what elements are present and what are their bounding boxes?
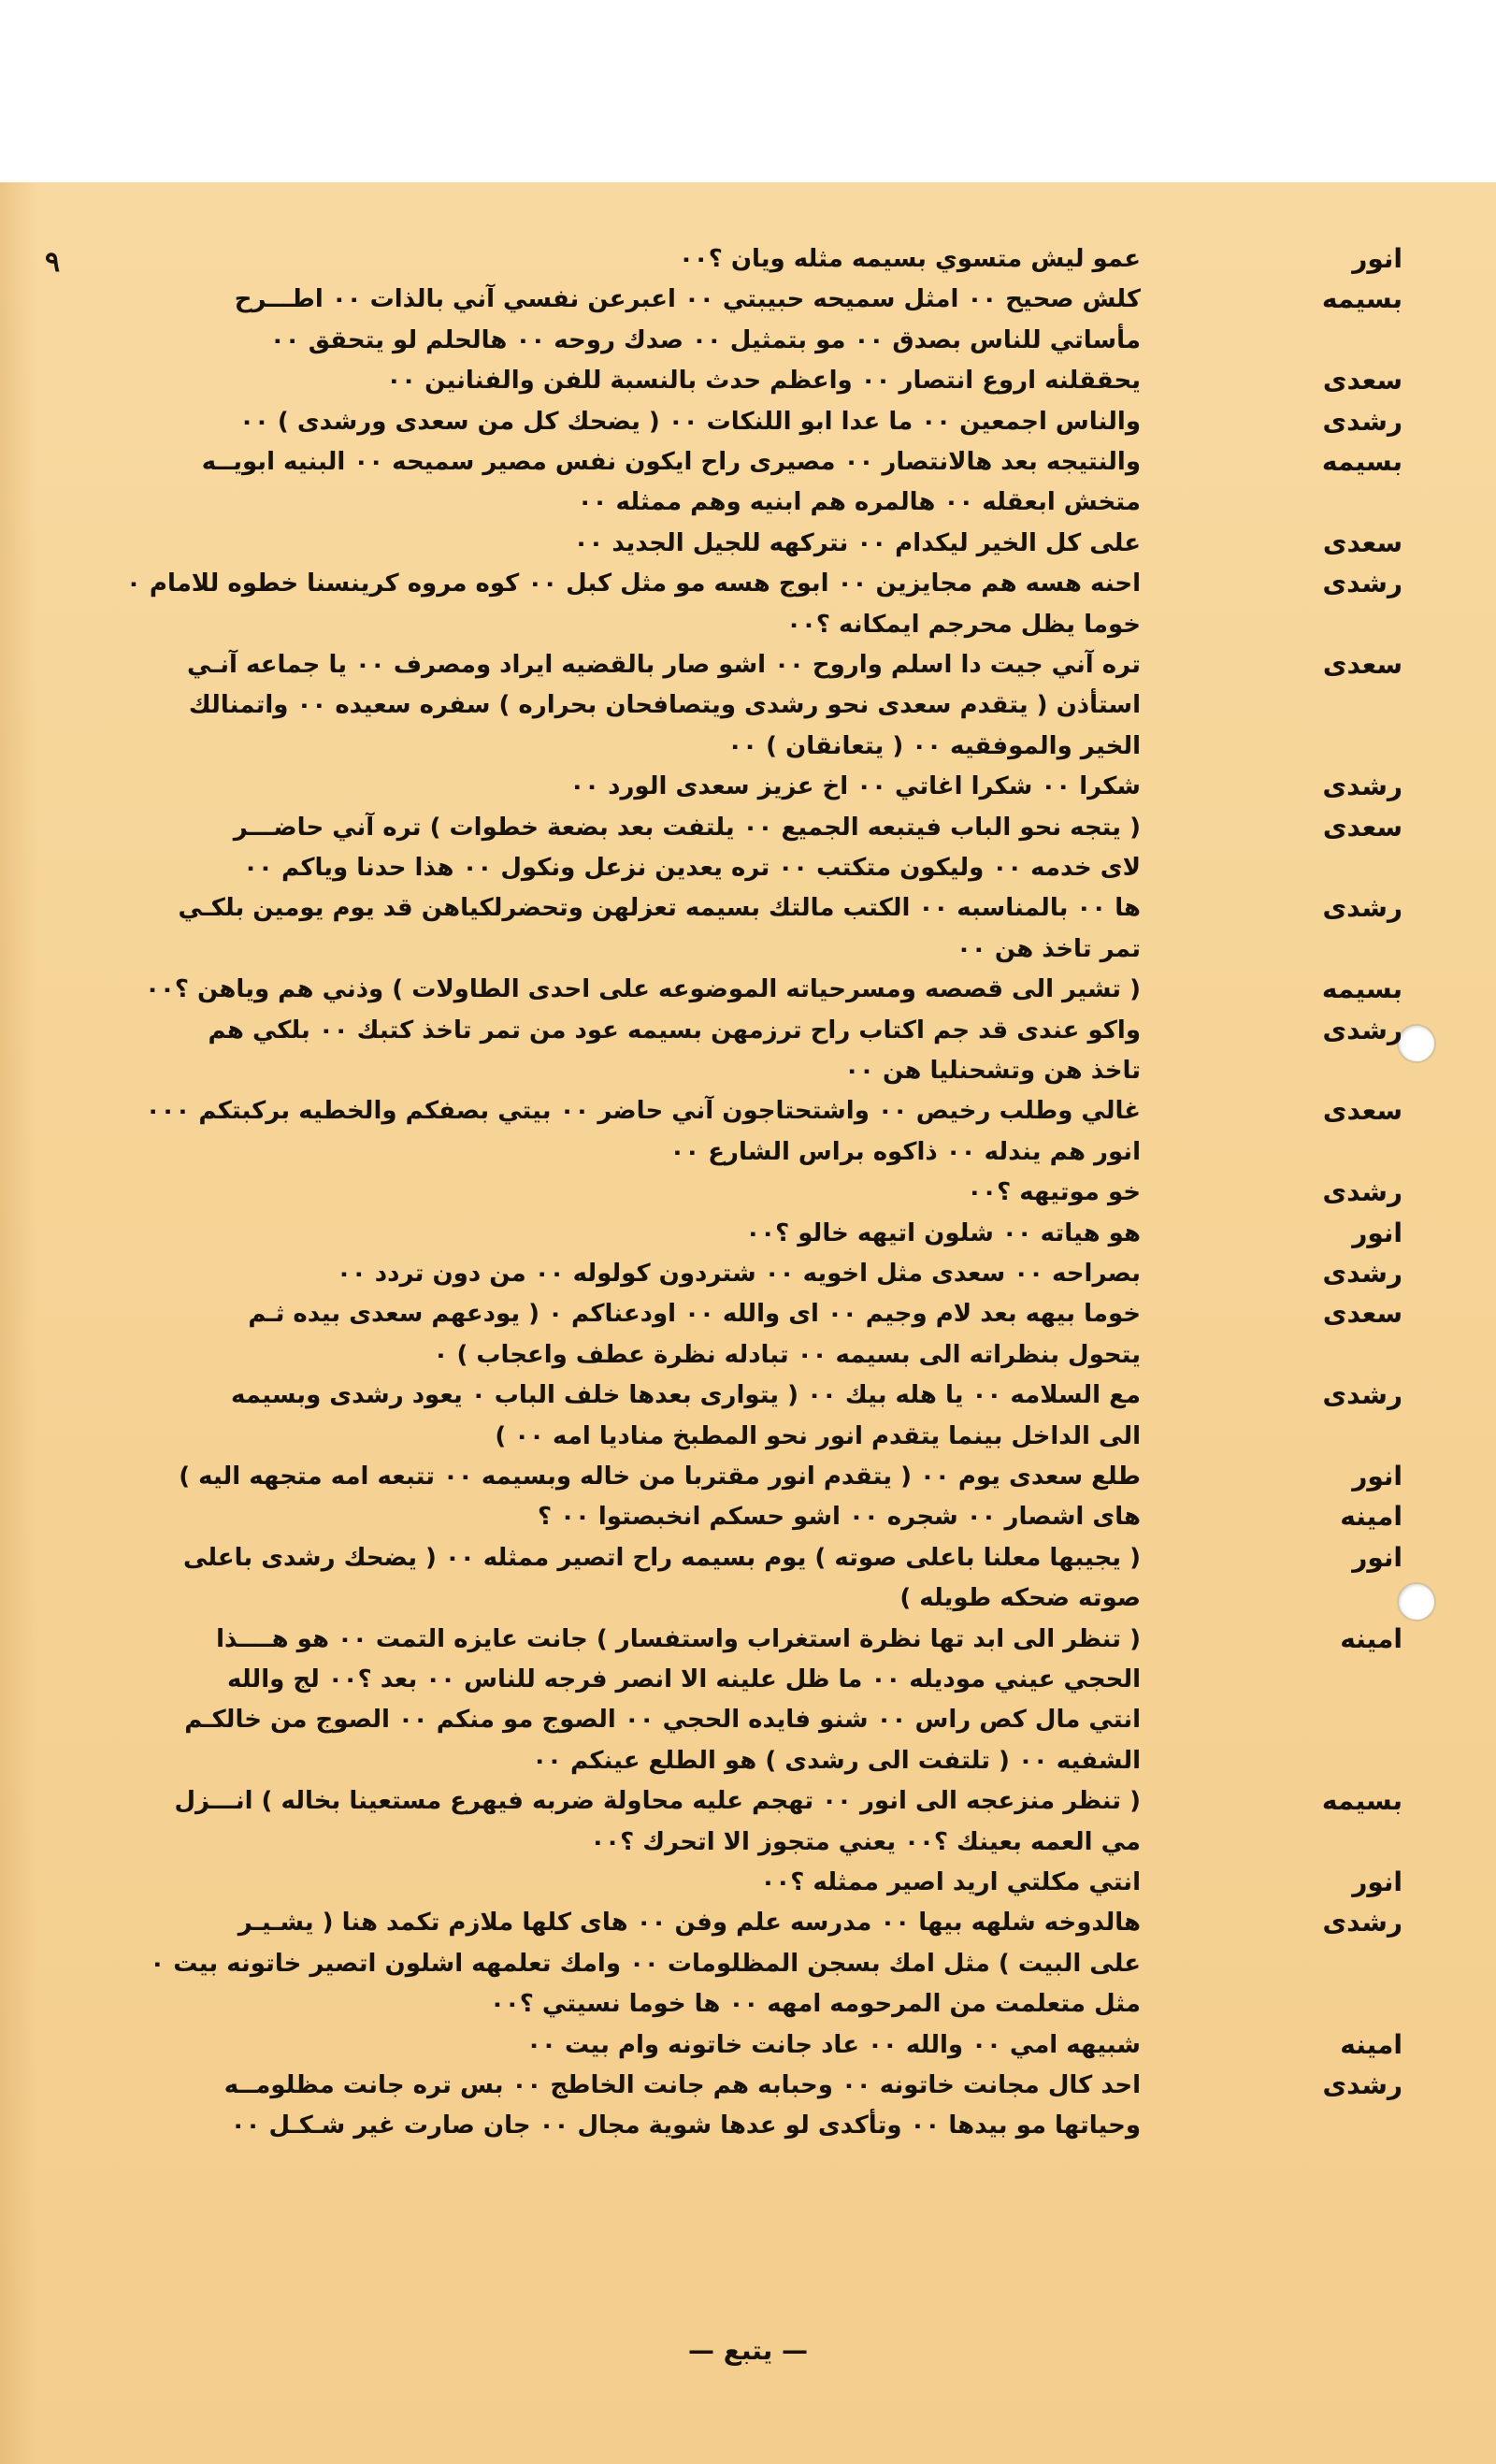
script-line xyxy=(112,2107,1402,2144)
speaker-name: بسيمه xyxy=(1321,973,1402,1005)
dialogue-text: هو هياته ٠٠ شلون اتيهه خالو ؟٠٠ xyxy=(745,1218,1141,1247)
script-line xyxy=(112,1945,1402,1982)
dialogue-text: ( يتجه نحو الباب فيتبعه الجميع ٠٠ يلتفت بعد بضعة خطوات ) تره آني حاضـــر xyxy=(233,813,1141,842)
dialogue-text: مي العمه بعينك ؟٠٠ يعني متجوز الا اتحرك ؟٠٠ xyxy=(590,1827,1141,1856)
script-line xyxy=(112,1985,1402,2023)
speaker-name: سعدى xyxy=(1322,526,1402,558)
dialogue-text: يتحول بنظراته الى بسيمه ٠٠ تبادله نظرة عطف واعجاب ) ٠ xyxy=(433,1340,1141,1369)
script-line xyxy=(112,1133,1402,1171)
dialogue-text: بصراحه ٠٠ سعدى مثل اخويه ٠٠ شتردون كولوله ٠٠ من دون تردد ٠٠ xyxy=(337,1260,1141,1288)
dialogue-text: ها ٠٠ بالمناسبه ٠٠ الكتب مالتك بسيمه تعزلهن وتحضرلكياهن قد يوم يومين بلكـي xyxy=(178,894,1141,923)
script-line xyxy=(112,930,1402,968)
page-number: ٩ xyxy=(45,246,61,279)
script-line xyxy=(112,1052,1402,1089)
script-line xyxy=(112,281,1402,318)
dialogue-text: ( يجيبها معلنا باعلى صوته ) يوم بسيمه راح اتصير ممثله ٠٠ ( يضحك رشدى باعلى xyxy=(182,1543,1141,1572)
dialogue-text: والنتيجه بعد هالانتصار ٠٠ مصيرى راح ايكون نفس مصير سميحه ٠٠ البنيه ابويــه xyxy=(201,448,1141,476)
dialogue-text: استأذن ( يتقدم سعدى نحو رشدى ويتصافحان بحراره ) سفره سعيده ٠٠ واتمنالك xyxy=(188,691,1141,720)
dialogue-text: الخير والموفقيه ٠٠ ( يتعانقان ) ٠٠ xyxy=(727,731,1141,760)
script-line xyxy=(112,1215,1402,1252)
script-line xyxy=(112,1336,1402,1374)
speaker-name: سعدى xyxy=(1322,811,1402,843)
continued-footer: — يتبع — xyxy=(688,2335,808,2366)
dialogue-text: الشفيه ٠٠ ( تلتفت الى رشدى ) هو الطلع عينكم ٠٠ xyxy=(532,1746,1141,1775)
speaker-name: سعدى xyxy=(1322,365,1402,396)
speaker-name: بسيمه xyxy=(1321,1785,1402,1817)
script-line xyxy=(112,443,1402,481)
dialogue-text: الى الداخل بينما يتقدم انور نحو المطبخ مناديا امه ٠٠ ) xyxy=(495,1421,1141,1450)
script-line xyxy=(112,728,1402,765)
dialogue-text: هالدوخه شلهه بيها ٠٠ مدرسه علم وفن ٠٠ هاى كلها ملازم تكمد هنا ( يشـيـر xyxy=(237,1909,1141,1938)
speaker-name: امينه xyxy=(1340,1501,1402,1533)
script-line xyxy=(112,809,1402,846)
script-line xyxy=(112,1579,1402,1617)
script-line xyxy=(112,2026,1402,2064)
script-line xyxy=(112,971,1402,1008)
dialogue-text: خوما بيهه بعد لام وجيم ٠٠ اى والله ٠٠ اودعناكم ٠ ( يودعهم سعدى بيده ثـم xyxy=(248,1300,1141,1329)
speaker-name: رشدى xyxy=(1322,2069,1402,2100)
dialogue-text: على كل الخير ليكدام ٠٠ نتركهه للجيل الجديد ٠٠ xyxy=(573,528,1141,557)
speaker-name: انور xyxy=(1352,1217,1402,1248)
dialogue-text: خو موتيهه ؟٠٠ xyxy=(967,1178,1141,1207)
speaker-name: رشدى xyxy=(1322,568,1402,599)
script-line xyxy=(112,403,1402,440)
speaker-name: سعدى xyxy=(1322,1095,1402,1127)
dialogue-text: متخش ابعقله ٠٠ هالمره هم ابنيه وهم ممثله ٠٠ xyxy=(577,488,1141,517)
dialogue-text: هاى اشصار ٠٠ شجره ٠٠ اشو حسكم انخبصتوا ٠٠ ؟ xyxy=(537,1503,1141,1532)
dialogue-text: والناس اجمعين ٠٠ ما عدا ابو اللنكات ٠٠ ( يضحك كل من سعدى ورشدى ) ٠٠ xyxy=(239,407,1141,436)
script-line xyxy=(112,1255,1402,1292)
dialogue-text: الحجي عيني موديله ٠٠ ما ظل علينه الا انصر فرجه للناس ٠٠ بعد ؟٠٠ لج والله xyxy=(227,1665,1141,1693)
dialogue-text: تره آني جيت دا اسلم واروح ٠٠ اشو صار بالقضيه ايراد ومصرف ٠٠ يا جماعه آنـي xyxy=(187,651,1141,679)
script-line xyxy=(112,240,1402,278)
script-body xyxy=(0,182,1496,2464)
script-line xyxy=(112,2067,1402,2104)
dialogue-text: واكو عندى قد جم اكتاب راح ترزمهن بسيمه عود من تمر تاخذ كتبك ٠٠ بلكي هم xyxy=(208,1016,1141,1045)
script-line xyxy=(112,1418,1402,1455)
speaker-name: بسيمه xyxy=(1321,283,1402,315)
script-line xyxy=(112,1174,1402,1211)
script-line xyxy=(112,1823,1402,1861)
script-line xyxy=(112,849,1402,886)
speaker-name: انور xyxy=(1352,1541,1402,1573)
script-line xyxy=(112,1621,1402,1658)
dialogue-text: ( تنظر الى ابد تها نظرة استغراب واستفسار ) جانت عايزه التمت ٠٠ هو هــــذا xyxy=(216,1624,1141,1653)
dialogue-text: عمو ليش متسوي بسيمه مثله ويان ؟٠٠ xyxy=(678,245,1141,273)
script-line xyxy=(112,686,1402,724)
script-line xyxy=(112,768,1402,805)
dialogue-text: تمر تاخذ هن ٠٠ xyxy=(957,934,1141,963)
speaker-name: انور xyxy=(1352,243,1402,274)
speaker-name: رشدى xyxy=(1322,1014,1402,1045)
dialogue-text: غالي وطلب رخيص ٠٠ واشتحتاجون آني حاضر ٠٠ بيتي بصفكم والخطيه بركبتكم ٠٠٠ xyxy=(145,1097,1141,1126)
script-line xyxy=(112,606,1402,643)
speaker-name: امينه xyxy=(1340,2028,1402,2060)
script-line xyxy=(112,1539,1402,1577)
script-line xyxy=(112,362,1402,399)
script-line xyxy=(112,483,1402,521)
dialogue-text: كلش صحيح ٠٠ امثل سميحه حبيبتي ٠٠ اعبرعن نفسي آني بالذات ٠٠ اطـــرح xyxy=(234,285,1141,314)
script-line xyxy=(112,322,1402,359)
speaker-name: سعدى xyxy=(1322,649,1402,680)
script-line xyxy=(112,1661,1402,1698)
dialogue-text: وحياتها مو بيدها ٠٠ وتأكدى لو عدها شوية مجال ٠٠ جان صارت غير شـكـل ٠٠ xyxy=(230,2111,1141,2140)
dialogue-text: صوته ضحكه طويله ) xyxy=(899,1584,1141,1613)
speaker-name: رشدى xyxy=(1322,1258,1402,1289)
speaker-name: رشدى xyxy=(1322,771,1402,802)
dialogue-text: ( تنظر منزعجه الى انور ٠٠ تهجم عليه محاولة ضربه فيهرع مستعينا بخاله ) انـــزل xyxy=(174,1787,1141,1816)
script-line xyxy=(112,1498,1402,1535)
script-line xyxy=(112,1092,1402,1130)
dialogue-text: خوما يظل محرجم ايمكانه ؟٠٠ xyxy=(786,610,1141,639)
script-line xyxy=(112,565,1402,602)
dialogue-text: انتي مكلتي اريد اصير ممثله ؟٠٠ xyxy=(760,1868,1141,1896)
dialogue-text: مثل متعلمت من المرحومه امهه ٠٠ ها خوما نسيتي ؟٠٠ xyxy=(490,1990,1141,2019)
dialogue-text: شكرا ٠٠ شكرا اغاتي ٠٠ اخ عزيز سعدى الورد ٠٠ xyxy=(569,772,1141,801)
dialogue-text: ( تشير الى قصصه ومسرحياته الموضوعه على احدى الطاولات ) وذني هم وياهن ؟٠٠ xyxy=(145,975,1141,1004)
script-line xyxy=(112,1458,1402,1495)
script-line xyxy=(112,1742,1402,1780)
dialogue-text: شبيهه امي ٠٠ والله ٠٠ عاد جانت خاتونه وام بيت ٠٠ xyxy=(526,2030,1141,2059)
script-line xyxy=(112,1295,1402,1333)
script-line xyxy=(112,889,1402,927)
speaker-name: رشدى xyxy=(1322,1176,1402,1208)
dialogue-text: يحققلنه اروع انتصار ٠٠ واعظم حدث بالنسبة للفن والفنانين ٠٠ xyxy=(386,367,1141,396)
dialogue-text: انور هم يندله ٠٠ ذاكوه براس الشارع ٠٠ xyxy=(669,1137,1141,1166)
dialogue-text: طلع سعدى يوم ٠٠ ( يتقدم انور مقتربا من خاله وبسيمه ٠٠ تتبعه امه متجهه اليه ) xyxy=(179,1463,1141,1491)
document-page xyxy=(0,182,1496,2464)
speaker-name: رشدى xyxy=(1322,892,1402,924)
speaker-name: رشدى xyxy=(1322,1907,1402,1938)
dialogue-text: تاخذ هن وتشحنليا هن ٠٠ xyxy=(844,1057,1141,1085)
script-line xyxy=(112,646,1402,684)
dialogue-text: مع السلامه ٠٠ يا هله بيك ٠٠ ( يتوارى بعدها خلف الباب ٠ يعود رشدى وبسيمه xyxy=(231,1381,1141,1410)
speaker-name: امينه xyxy=(1340,1622,1402,1654)
speaker-name: سعدى xyxy=(1322,1298,1402,1330)
dialogue-text: انتي مال كص راس ٠٠ شنو فايده الحجي ٠٠ الصوج مو منكم ٠٠ الصوج من خالكـم xyxy=(184,1706,1141,1735)
dialogue-text: احد كال مجانت خاتونه ٠٠ وحبابه هم جانت الخاطج ٠٠ بس تره جانت مظلومــه xyxy=(223,2071,1141,2099)
speaker-name: رشدى xyxy=(1322,405,1402,437)
script-line xyxy=(112,1864,1402,1901)
dialogue-text: لاى خدمه ٠٠ وليكون متكتب ٠٠ تره يعدين نزعل ونكول ٠٠ هذا حدنا وياكم ٠٠ xyxy=(243,854,1141,882)
script-line xyxy=(112,1012,1402,1049)
speaker-name: بسيمه xyxy=(1321,446,1402,477)
script-line xyxy=(112,1376,1402,1414)
script-line xyxy=(112,1904,1402,1941)
speaker-name: رشدى xyxy=(1322,1379,1402,1411)
script-line xyxy=(112,1701,1402,1738)
script-line xyxy=(112,1782,1402,1820)
script-line xyxy=(112,525,1402,562)
speaker-name: انور xyxy=(1352,1866,1402,1897)
speaker-name: انور xyxy=(1352,1461,1402,1491)
dialogue-text: على البيت ) مثل امك بسجن المظلومات ٠٠ وامك تعلمهه اشلون اتصير خاتونه بيت ٠ xyxy=(150,1949,1141,1978)
dialogue-text: مأساتي للناس بصدق ٠٠ مو بتمثيل ٠٠ صدك روحه ٠٠ هالحلم لو يتحقق ٠٠ xyxy=(269,325,1141,354)
dialogue-text: احنه هسه هم مجايزين ٠٠ ابوج هسه مو مثل كبل ٠٠ كوه مروه كرينسنا خطوه للامام ٠ xyxy=(125,569,1141,598)
